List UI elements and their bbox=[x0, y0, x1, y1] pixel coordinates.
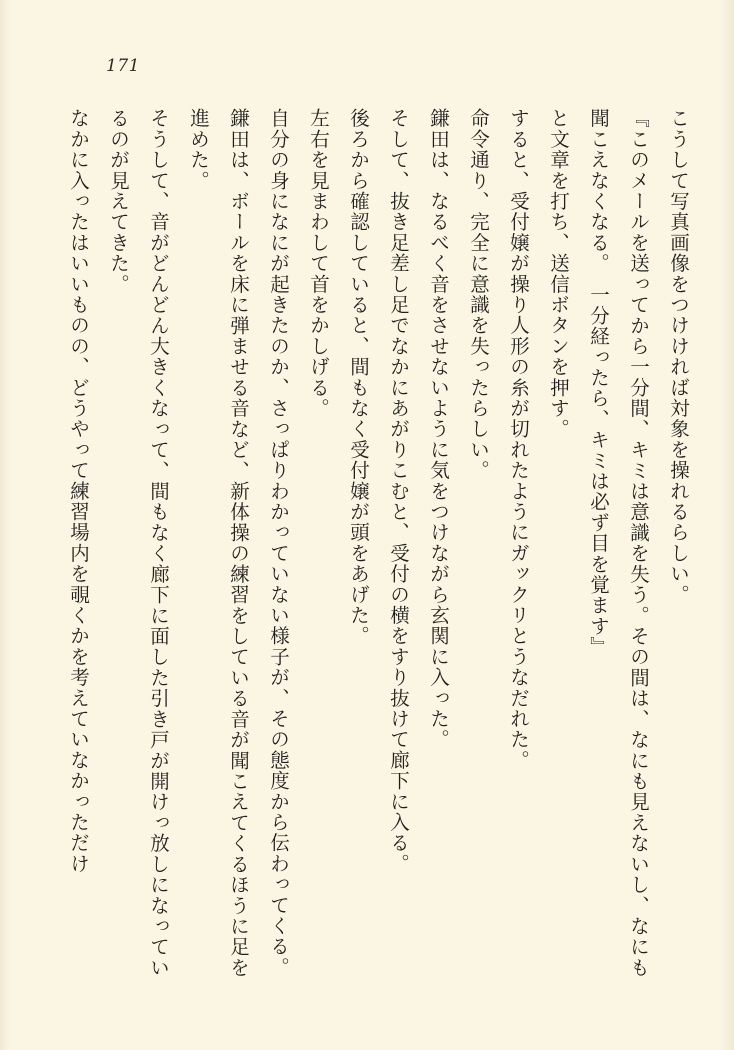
paragraph: すると、受付嬢が操り人形の糸が切れたようにガックリとうなだれた。 bbox=[507, 108, 530, 771]
paragraph: こうして写真画像をつけければ対象を操れるらしい。 bbox=[667, 108, 690, 605]
paragraph: 鎌田は、ボールを床に弾ませる音など、新体操の練習をしている音が聞こえてくるほうに足を進めた。 bbox=[187, 108, 250, 978]
paragraph: 『このメールを送ってから一分間、キミは意識を失う。その間は、なにも見えないし、なにも聞こえなくなる。 一分経ったら、キミは必ず目を覚ます』 bbox=[587, 108, 650, 978]
paragraph: そして、抜き足差し足でなかにあがりこむと、受付の横をすり抜けて廊下に入る。 bbox=[387, 108, 410, 874]
paragraph: 左右を見まわして首をかしげる。 bbox=[307, 108, 330, 419]
paragraph: と文章を打ち、送信ボタンを押す。 bbox=[547, 108, 570, 440]
paragraph: そうして、音がどんどん大きくなって、間もなく廊下に面した引き戸が開けっ放しになっているのが見えてきた。 bbox=[107, 108, 170, 978]
paragraph: 自分の身になにが起きたのか、さっぱりわかっていない様子が、その態度から伝わってくる。 bbox=[267, 108, 290, 978]
paragraph: なかに入ったはいいものの、どうやって練習場内を覗くかを考えていなかっただけ bbox=[67, 108, 90, 874]
paragraph: 後ろから確認していると、間もなく受付嬢が頭をあげた。 bbox=[347, 108, 370, 647]
body-text bbox=[67, 108, 698, 978]
page-number: 171 bbox=[106, 56, 140, 76]
paragraph: 鎌田は、なるべく音をさせないように気をつけながら玄関に入った。 bbox=[427, 108, 450, 750]
paragraph: 命令通り、完全に意識を失ったらしい。 bbox=[467, 108, 490, 481]
